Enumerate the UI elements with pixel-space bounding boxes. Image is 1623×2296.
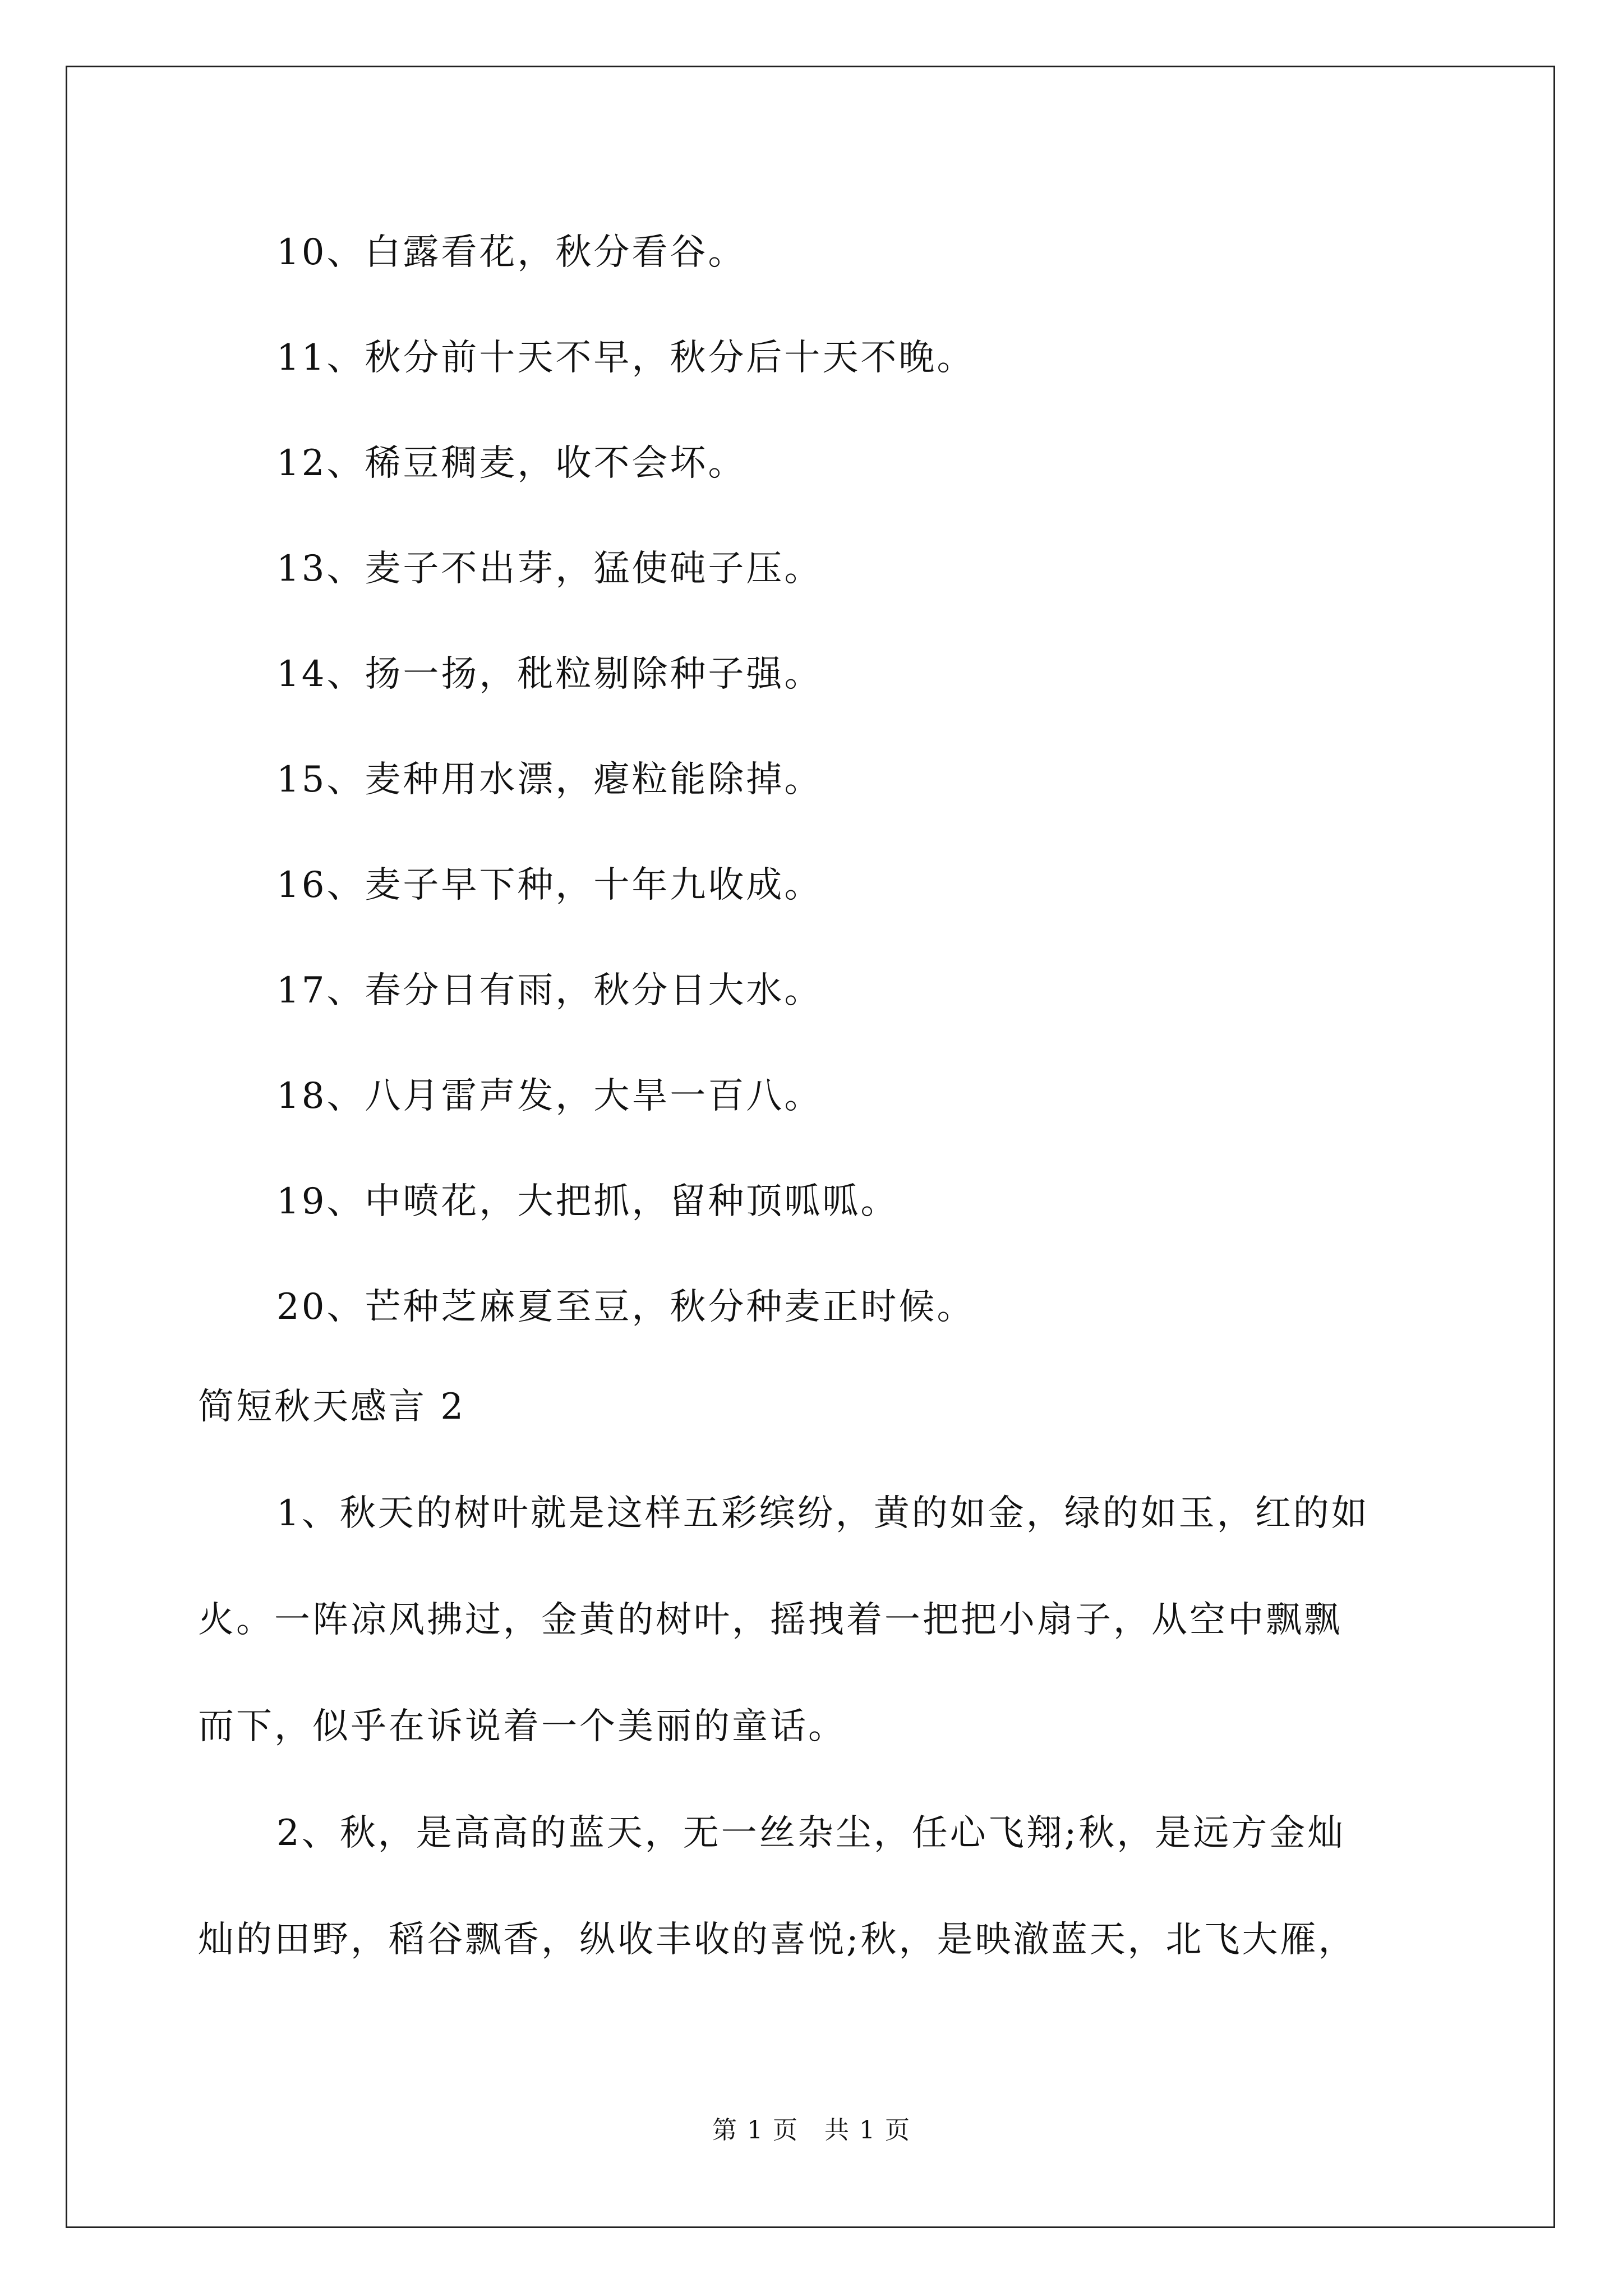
list-item: 20、芒种芝麻夏至豆，秋分种麦正时候。 (276, 1286, 975, 1328)
paragraph-line: 1、秋天的树叶就是这样五彩缤纷，黄的如金，绿的如玉，红的如 (276, 1493, 1370, 1534)
paragraph-line: 火。一阵凉风拂过，金黄的树叶，摇拽着一把把小扇子，从空中飘飘 (198, 1599, 1342, 1641)
list-item: 13、麦子不出芽，猛使砘子压。 (276, 548, 823, 590)
list-item: 14、扬一扬，秕粒剔除种子强。 (276, 654, 823, 695)
list-item: 12、稀豆稠麦，收不会坏。 (276, 443, 746, 484)
paragraph-line: 而下，似乎在诉说着一个美丽的童话。 (198, 1706, 846, 1747)
list-item: 19、中喷花，大把抓，留种顶呱呱。 (276, 1181, 899, 1222)
list-item: 18、八月雷声发，大旱一百八。 (276, 1075, 823, 1117)
list-item: 16、麦子早下种，十年九收成。 (276, 864, 823, 906)
page-footer: 第 1 页 共 1 页 (712, 2116, 911, 2145)
list-item: 10、白露看花，秋分看谷。 (276, 232, 746, 273)
list-item: 15、麦种用水漂，瘪粒能除掉。 (276, 759, 823, 800)
list-item: 17、春分日有雨，秋分日大水。 (276, 970, 823, 1011)
page-frame (66, 66, 1555, 2228)
section-heading: 简短秋天感言 2 (198, 1386, 466, 1428)
list-item: 11、秋分前十天不早，秋分后十天不晚。 (276, 337, 975, 379)
paragraph-line: 灿的田野，稻谷飘香，纵收丰收的喜悦;秋，是映澈蓝天，北飞大雁， (198, 1919, 1357, 1961)
paragraph-line: 2、秋，是高高的蓝天，无一丝杂尘，任心飞翔;秋，是远方金灿 (276, 1812, 1346, 1854)
